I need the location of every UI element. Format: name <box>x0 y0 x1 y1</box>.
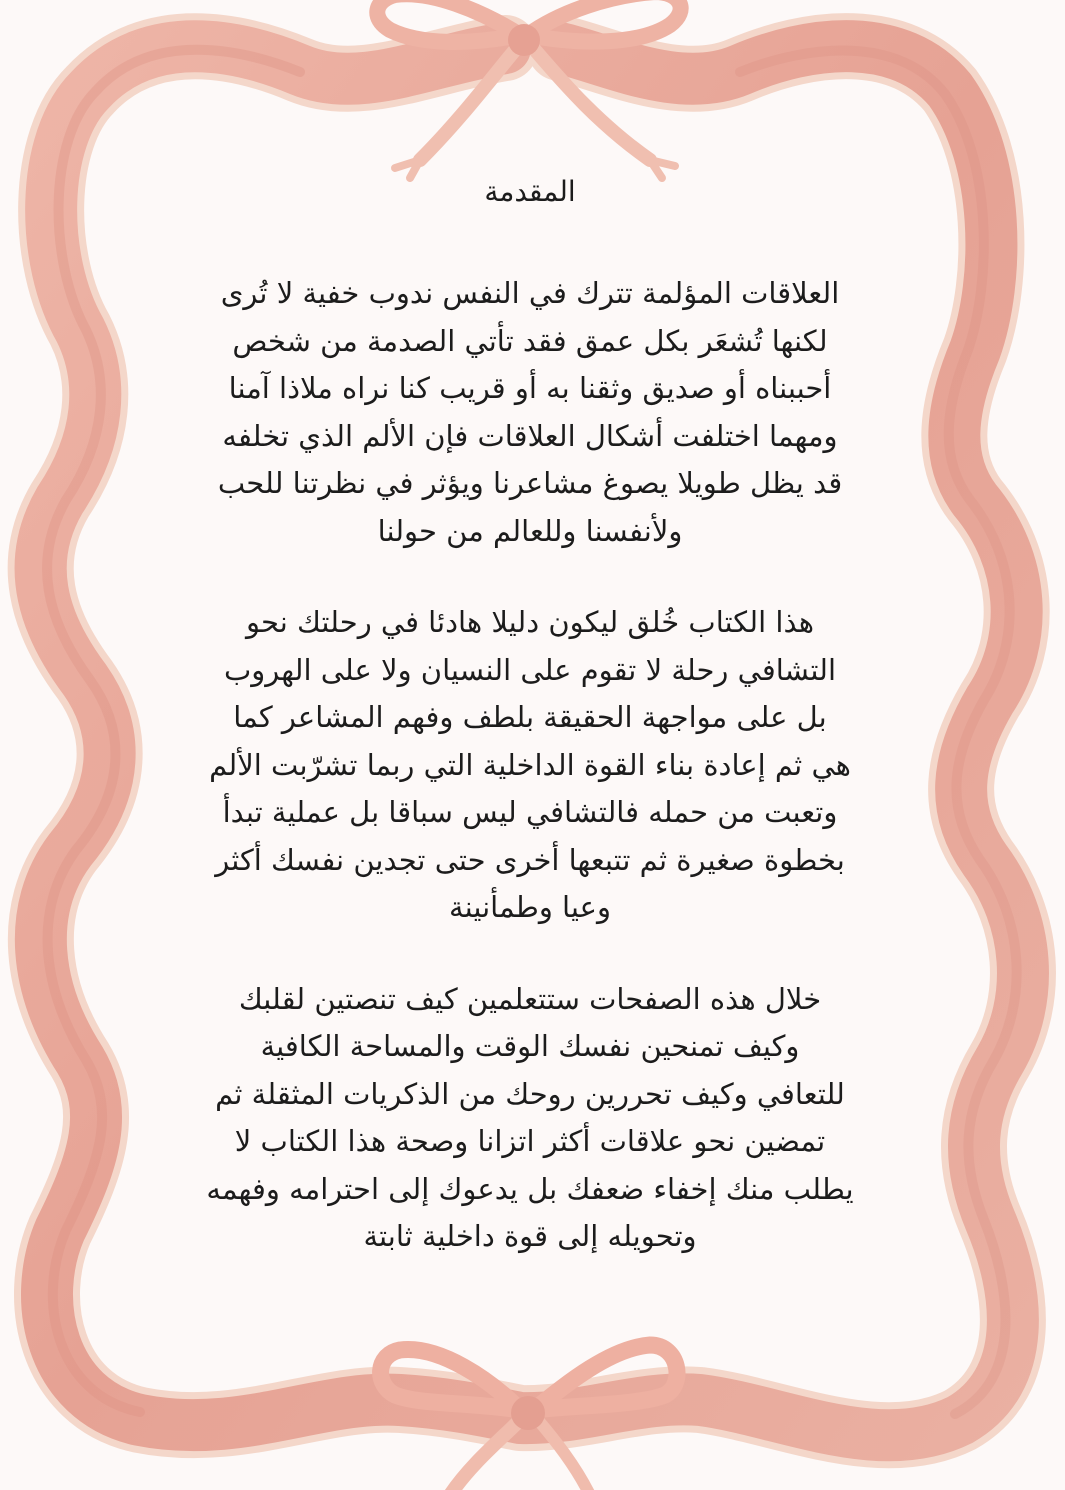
paragraph-line: خلال هذه الصفحات ستتعلمين كيف تنصتين لقلبك <box>238 981 822 1016</box>
document-content <box>150 168 910 1305</box>
paragraph-line: أحببناه أو صديق وثقنا به أو قريب كنا نراه ملاذا آمنا <box>228 371 832 405</box>
paragraph-line: ولأنفسنا وللعالم من حولنا <box>377 513 683 548</box>
paragraph-line: بل على مواجهة الحقيقة بلطف وفهم المشاعر كما <box>233 700 827 734</box>
paragraph-line: تمضين نحو علاقات أكثر اتزانا وصحة هذا الكتاب لا <box>234 1124 826 1158</box>
paragraph-line: هي ثم إعادة بناء القوة الداخلية التي ربما تشرّبت الألم <box>209 747 851 782</box>
paragraph-line: للتعافي وكيف تحررين روحك من الذكريات المثقلة ثم <box>215 1076 845 1111</box>
paragraph-line: هذا الكتاب خُلق ليكون دليلا هادئا في رحلتك نحو <box>246 605 814 639</box>
paragraph-line: يطلب منك إخفاء ضعفك بل يدعوك إلى احترامه وفهمه <box>206 1171 854 1206</box>
paragraph-line: بخطوة صغيرة ثم تتبعها أخرى حتى تجدين نفسك أكثر <box>215 842 845 877</box>
paragraph-line: وكيف تمنحين نفسك الوقت والمساحة الكافية <box>260 1029 800 1063</box>
paragraph-line: العلاقات المؤلمة تترك في النفس ندوب خفية لا تُرى <box>220 276 840 310</box>
paragraph-line: قد يظل طويلا يصوغ مشاعرنا ويؤثر في نظرتنا للحب <box>217 466 843 500</box>
paragraph-line: لكنها تُشعَر بكل عمق فقد تأتي الصدمة من شخص <box>232 323 828 358</box>
paragraph-line: وتحويله إلى قوة داخلية ثابتة <box>363 1219 697 1253</box>
page-title: المقدمة <box>484 175 576 208</box>
paragraph-line: وتعبت من حمله فالتشافي ليس سباقا بل عملية تبدأ <box>222 795 838 829</box>
paragraph-3 <box>150 976 910 1261</box>
paragraph-line: وعيا وطمأنينة <box>449 890 611 924</box>
paragraph-2 <box>150 599 910 932</box>
paragraph-1 <box>150 270 910 555</box>
paragraph-line: التشافي رحلة لا تقوم على النسيان ولا على الهروب <box>223 652 837 687</box>
paragraph-line: ومهما اختلفت أشكال العلاقات فإن الألم الذي تخلفه <box>222 418 838 453</box>
